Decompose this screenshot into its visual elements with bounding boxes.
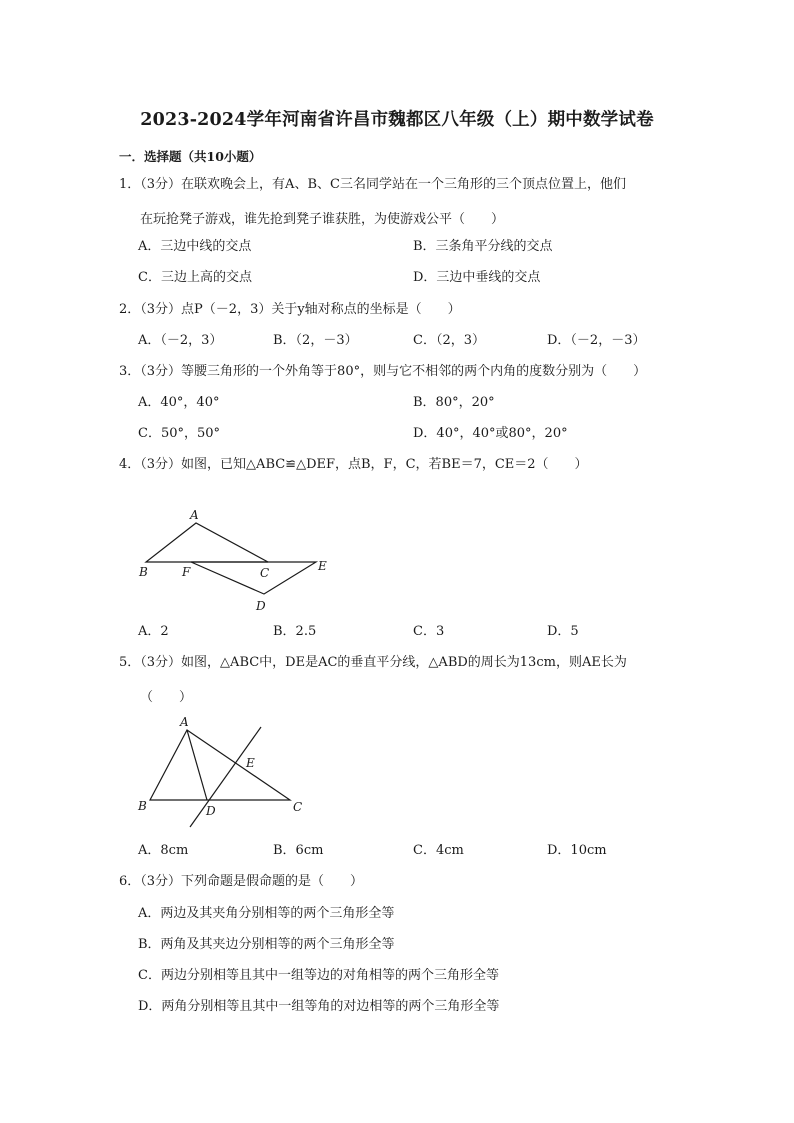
- question-3: [119, 364, 646, 380]
- question-5-line2: （ ）: [140, 690, 193, 705]
- q1-option-a[interactable]: A．三边中线的交点: [138, 239, 252, 254]
- question-text: （3分）在联欢晚会上，有A、B、C三名同学站在一个三角形的三个顶点位置上，他们: [140, 177, 626, 192]
- label-a: A: [190, 508, 199, 522]
- q5-option-b[interactable]: B．6cm: [273, 843, 324, 858]
- question-number: 2．: [119, 302, 141, 317]
- q1-option-c[interactable]: C．三边上高的交点: [138, 270, 252, 285]
- label-e: E: [246, 756, 255, 770]
- question-4: [119, 457, 588, 473]
- q5-option-d[interactable]: D．10cm: [547, 843, 607, 858]
- question-number: 3．: [119, 364, 141, 379]
- q6-option-a[interactable]: A．两边及其夹角分别相等的两个三角形全等: [138, 906, 395, 921]
- q5-option-a[interactable]: A．8cm: [138, 843, 189, 858]
- q2-option-d[interactable]: D．（－2，－3）: [547, 333, 646, 348]
- question-6: [119, 874, 363, 890]
- label-f: F: [182, 565, 191, 579]
- label-c: C: [260, 566, 270, 580]
- figure-q5-perpendicular-bisector: [130, 710, 330, 835]
- question-text: （3分）等腰三角形的一个外角等于80°，则与它不相邻的两个内角的度数分别为（ ）: [140, 364, 647, 379]
- question-number: 4．: [119, 457, 141, 472]
- q1-option-b[interactable]: B．三条角平分线的交点: [413, 239, 553, 254]
- section-heading: 一．选择题（共10小题）: [119, 149, 262, 164]
- label-b: B: [139, 565, 148, 579]
- label-a: A: [180, 715, 189, 729]
- q6-option-c[interactable]: C．两边分别相等且其中一组等边的对角相等的两个三角形全等: [138, 968, 499, 983]
- q2-option-a[interactable]: A．（－2，3）: [138, 333, 223, 348]
- question-2: [119, 302, 461, 318]
- q3-option-c[interactable]: C．50°，50°: [138, 426, 221, 441]
- question-number: 1．: [119, 177, 141, 192]
- q2-option-c[interactable]: C．（2，3）: [413, 333, 485, 348]
- question-text: （3分）点P（－2，3）关于y轴对称点的坐标是（ ）: [140, 302, 461, 317]
- triangle-def: [191, 562, 316, 594]
- q6-option-b[interactable]: B．两角及其夹边分别相等的两个三角形全等: [138, 937, 395, 952]
- question-text: （3分）如图，△ABC中，DE是AC的垂直平分线，△ABD的周长为13cm，则AE长为: [140, 655, 627, 670]
- q3-option-d[interactable]: D．40°，40°或80°，20°: [413, 426, 568, 441]
- q5-option-c[interactable]: C．4cm: [413, 843, 464, 858]
- label-b: B: [138, 799, 147, 813]
- q4-option-b[interactable]: B．2.5: [273, 624, 317, 639]
- question-1: [119, 177, 626, 193]
- triangle-abc: [146, 523, 268, 562]
- q2-option-b[interactable]: B．（2，－3）: [273, 333, 358, 348]
- question-1-line2: 在玩抢凳子游戏，谁先抢到凳子谁获胜，为使游戏公平（ ）: [140, 212, 505, 227]
- label-c: C: [293, 800, 303, 814]
- q3-option-a[interactable]: A．40°，40°: [138, 395, 220, 410]
- question-5: [119, 655, 627, 671]
- figure-q4-triangles: [130, 505, 350, 620]
- q4-option-d[interactable]: D．5: [547, 624, 579, 639]
- triangle-abc: [150, 730, 290, 800]
- q4-option-a[interactable]: A．2: [138, 624, 169, 639]
- label-d: D: [206, 804, 216, 818]
- q6-option-d[interactable]: D．两角分别相等且其中一组等角的对边相等的两个三角形全等: [138, 999, 500, 1014]
- q4-option-c[interactable]: C．3: [413, 624, 445, 639]
- label-e: E: [318, 559, 327, 573]
- page-title: 2023-2024学年河南省许昌市魏都区八年级（上）期中数学试卷: [140, 110, 654, 130]
- question-text: （3分）如图，已知△ABC≌△DEF，点B，F，C，若BE＝7，CE＝2（ ）: [140, 457, 588, 472]
- q3-option-b[interactable]: B．80°，20°: [413, 395, 495, 410]
- question-number: 6．: [119, 874, 141, 889]
- segment-ad: [187, 730, 207, 800]
- question-number: 5．: [119, 655, 141, 670]
- q1-option-d[interactable]: D．三边中垂线的交点: [413, 270, 541, 285]
- label-d: D: [256, 599, 266, 613]
- question-text: （3分）下列命题是假命题的是（ ）: [140, 874, 364, 889]
